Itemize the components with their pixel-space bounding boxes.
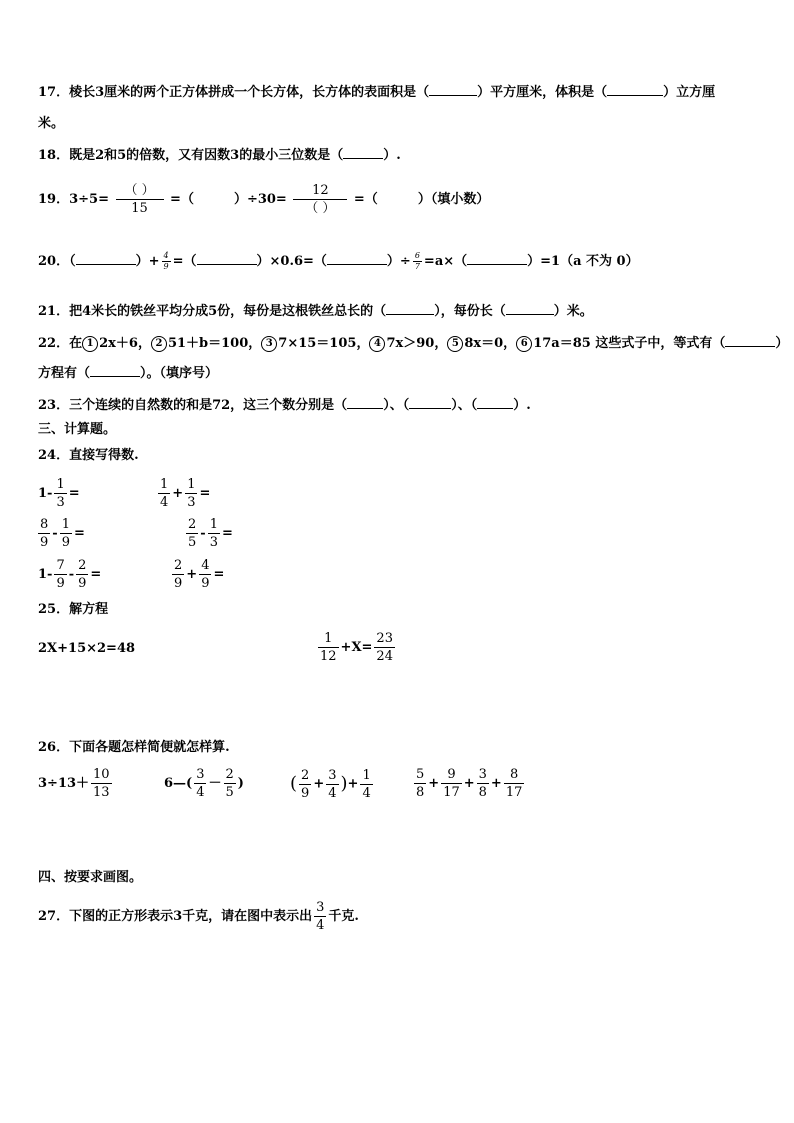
question-text: ）. <box>513 398 531 413</box>
question-text: =（ <box>353 192 378 207</box>
question-number: 17． <box>38 85 70 100</box>
fraction: $\frac{3}{4}$ <box>328 767 337 801</box>
fraction: $\frac{4}{9}$ <box>201 558 210 591</box>
answer-blank[interactable] <box>506 302 554 315</box>
question-24-title: 24．直接写得数. <box>38 448 139 463</box>
question-text: 三个连续的自然数的和是72，这三个数分别是（ <box>69 398 348 413</box>
expression: 2x＋6， <box>99 336 151 351</box>
question-text: 3÷5= <box>69 192 109 207</box>
equation-2 <box>316 628 397 668</box>
fraction: $\frac{1}{4}$ <box>160 477 169 510</box>
operator: + <box>186 567 198 582</box>
expression: 8x＝0， <box>464 336 517 351</box>
question-text: =（ <box>172 254 197 269</box>
calc-expression <box>38 476 80 512</box>
question-text: ）=1（a 不为 0） <box>527 254 639 269</box>
question-text: （ <box>69 254 76 269</box>
question-text: =（ <box>170 192 194 207</box>
expr-text: = <box>73 526 85 541</box>
circled-number: 6 <box>516 336 532 352</box>
fraction: $\frac{8}{17}$ <box>505 767 523 800</box>
calc-expression <box>164 764 244 804</box>
question-25-title: 25．解方程 <box>38 602 109 617</box>
calc-expression <box>290 764 375 805</box>
operator: - <box>52 526 58 541</box>
question-number: 19． <box>38 192 70 207</box>
question-number: 21． <box>38 304 70 319</box>
fraction: $\frac{4}{9}$ <box>163 251 169 271</box>
left-paren: ( <box>290 773 298 794</box>
question-text: ）、（ <box>451 398 478 413</box>
calc-expression <box>412 764 526 804</box>
fraction: $\frac{3}{4}$ <box>196 767 205 800</box>
right-paren: ) <box>340 773 348 794</box>
question-text: 既是2和5的倍数，又有因数3的最小三位数是（ <box>69 148 344 163</box>
fraction: $\frac{1}{3}$ <box>209 517 218 550</box>
question-23 <box>38 396 531 414</box>
question-text: ）米。 <box>553 304 593 319</box>
answer-blank[interactable] <box>90 364 140 377</box>
circled-number: 3 <box>261 336 277 352</box>
question-text: ） <box>775 336 789 351</box>
answer-blank[interactable] <box>386 302 434 315</box>
fraction: $\frac{6}{7}$ <box>414 251 420 271</box>
operator: － <box>208 776 222 791</box>
fraction: $\frac{3}{4}$ <box>316 900 325 933</box>
expr-text: 6—( <box>164 776 193 791</box>
fraction: $\frac{1}{4}$ <box>362 767 371 801</box>
calc-expression <box>184 516 233 552</box>
calc-expression <box>36 516 85 552</box>
expr-text: = <box>213 567 225 582</box>
circled-number: 1 <box>82 336 98 352</box>
fraction: $\frac{8}{9}$ <box>40 517 49 550</box>
answer-blank[interactable] <box>429 83 477 96</box>
operator: - <box>68 567 75 582</box>
question-17-line2 <box>38 116 64 132</box>
section-3-heading: 三、计算题。 <box>38 422 117 437</box>
question-number: 23． <box>38 398 70 413</box>
question-18 <box>38 146 401 164</box>
fraction: $\frac{2}{9}$ <box>78 558 87 591</box>
question-text: 方程有（ <box>38 366 91 381</box>
answer-blank[interactable] <box>327 252 387 265</box>
fraction: $\frac{5}{8}$ <box>416 767 425 800</box>
question-27 <box>38 897 359 937</box>
expr-text: +X= <box>340 640 373 655</box>
answer-blank[interactable] <box>343 146 383 159</box>
expression: 7×15＝105， <box>278 336 370 351</box>
fraction: $\frac{2}{9}$ <box>174 558 183 591</box>
question-text: 棱长3厘米的两个正方体拼成一个长方体，长方体的表面积是（ <box>69 85 430 100</box>
question-22-line1 <box>38 334 788 352</box>
section-4-heading: 四、按要求画图。 <box>38 870 143 885</box>
circled-number: 4 <box>369 336 385 352</box>
circled-number: 2 <box>151 336 167 352</box>
fraction: $\frac{2}{9}$ <box>301 767 310 801</box>
question-number: 27． <box>38 909 70 924</box>
operator: + <box>490 776 502 791</box>
operator: + <box>172 486 184 501</box>
answer-blank[interactable] <box>347 396 383 409</box>
question-text: ）×0.6=（ <box>256 254 327 269</box>
calc-expression <box>38 764 114 804</box>
expr-text: 3÷13＋ <box>38 776 90 791</box>
question-text: =a×（ <box>423 254 468 269</box>
question-text: ）、（ <box>383 398 410 413</box>
operator: - <box>200 526 206 541</box>
question-17-line1 <box>38 83 715 101</box>
answer-blank[interactable] <box>467 252 527 265</box>
fraction: $\frac{2}{5}$ <box>225 767 234 800</box>
equation-1: 2X+15×2=48 <box>38 641 136 656</box>
fraction: $\frac{9}{17}$ <box>443 767 460 800</box>
answer-blank[interactable] <box>607 83 663 96</box>
operator: + <box>463 776 475 791</box>
expr-text: ) <box>237 776 244 791</box>
question-text: ），每份长（ <box>434 304 506 319</box>
fraction: $\frac{10}{13}$ <box>93 767 110 800</box>
fraction: $\frac{3}{8}$ <box>478 767 487 800</box>
expression: 17a＝85 这些式子中，等式有（ <box>533 336 726 351</box>
expr-text: = <box>199 486 211 501</box>
answer-blank[interactable] <box>76 252 136 265</box>
expr-text: = <box>90 567 102 582</box>
question-text: 把4米长的铁丝平均分成5份，每份是这根铁丝总长的（ <box>69 304 387 319</box>
question-22-line2 <box>38 364 218 382</box>
question-20 <box>38 247 639 277</box>
fraction: $\frac{1}{9}$ <box>61 517 70 550</box>
question-text: 在 <box>69 336 83 351</box>
answer-blank[interactable] <box>477 396 513 409</box>
expression: 7x＞90， <box>386 336 448 351</box>
question-text: ）平方厘米，体积是（ <box>477 85 608 100</box>
calc-expression <box>156 476 210 512</box>
answer-blank[interactable] <box>725 334 775 347</box>
question-number: 18． <box>38 148 70 163</box>
operator: + <box>313 776 325 792</box>
question-text: ）+ <box>135 254 160 269</box>
question-text: 下图的正方形表示3千克，请在图中表示出 <box>69 909 313 924</box>
fraction: $\frac{1}{12}$ <box>320 631 337 664</box>
question-text: ）÷ <box>386 254 411 269</box>
question-26-title: 26．下面各题怎样简便就怎样算. <box>38 740 230 755</box>
calc-expression <box>170 557 224 593</box>
expression: 51＋b＝100， <box>167 336 262 351</box>
question-text: ）（填小数） <box>417 192 490 207</box>
answer-blank[interactable] <box>197 252 257 265</box>
expr-text: = <box>68 486 80 501</box>
expr-text: = <box>221 526 233 541</box>
expr-text: 1- <box>38 567 53 582</box>
operator: + <box>428 776 440 791</box>
fraction: $\frac{2}{5}$ <box>188 517 197 550</box>
question-text: ）÷30= <box>233 192 287 207</box>
question-text: 千克. <box>328 909 359 924</box>
question-number: 20． <box>38 254 70 269</box>
operator: + <box>347 776 359 792</box>
fraction: $\frac{7}{9}$ <box>56 558 65 591</box>
circled-number: 5 <box>447 336 463 352</box>
expr-text: 1- <box>38 486 53 501</box>
fraction: $\frac{1}{3}$ <box>187 477 196 510</box>
question-text: ）立方厘 <box>663 85 716 100</box>
fraction: $\frac{12}{( )}$ <box>293 183 347 216</box>
calc-expression <box>38 557 101 593</box>
question-text: 米。 <box>38 116 65 131</box>
fraction: $\frac{23}{24}$ <box>376 631 393 664</box>
fraction: $\frac{1}{3}$ <box>56 477 65 510</box>
question-text: ）. <box>383 148 401 163</box>
question-number: 22． <box>38 336 70 351</box>
question-21 <box>38 302 593 320</box>
question-text: ）。（填序号） <box>140 366 219 381</box>
answer-blank[interactable] <box>409 396 451 409</box>
question-19 <box>38 180 489 220</box>
fraction: $\frac{( )}{15}$ <box>116 183 164 216</box>
